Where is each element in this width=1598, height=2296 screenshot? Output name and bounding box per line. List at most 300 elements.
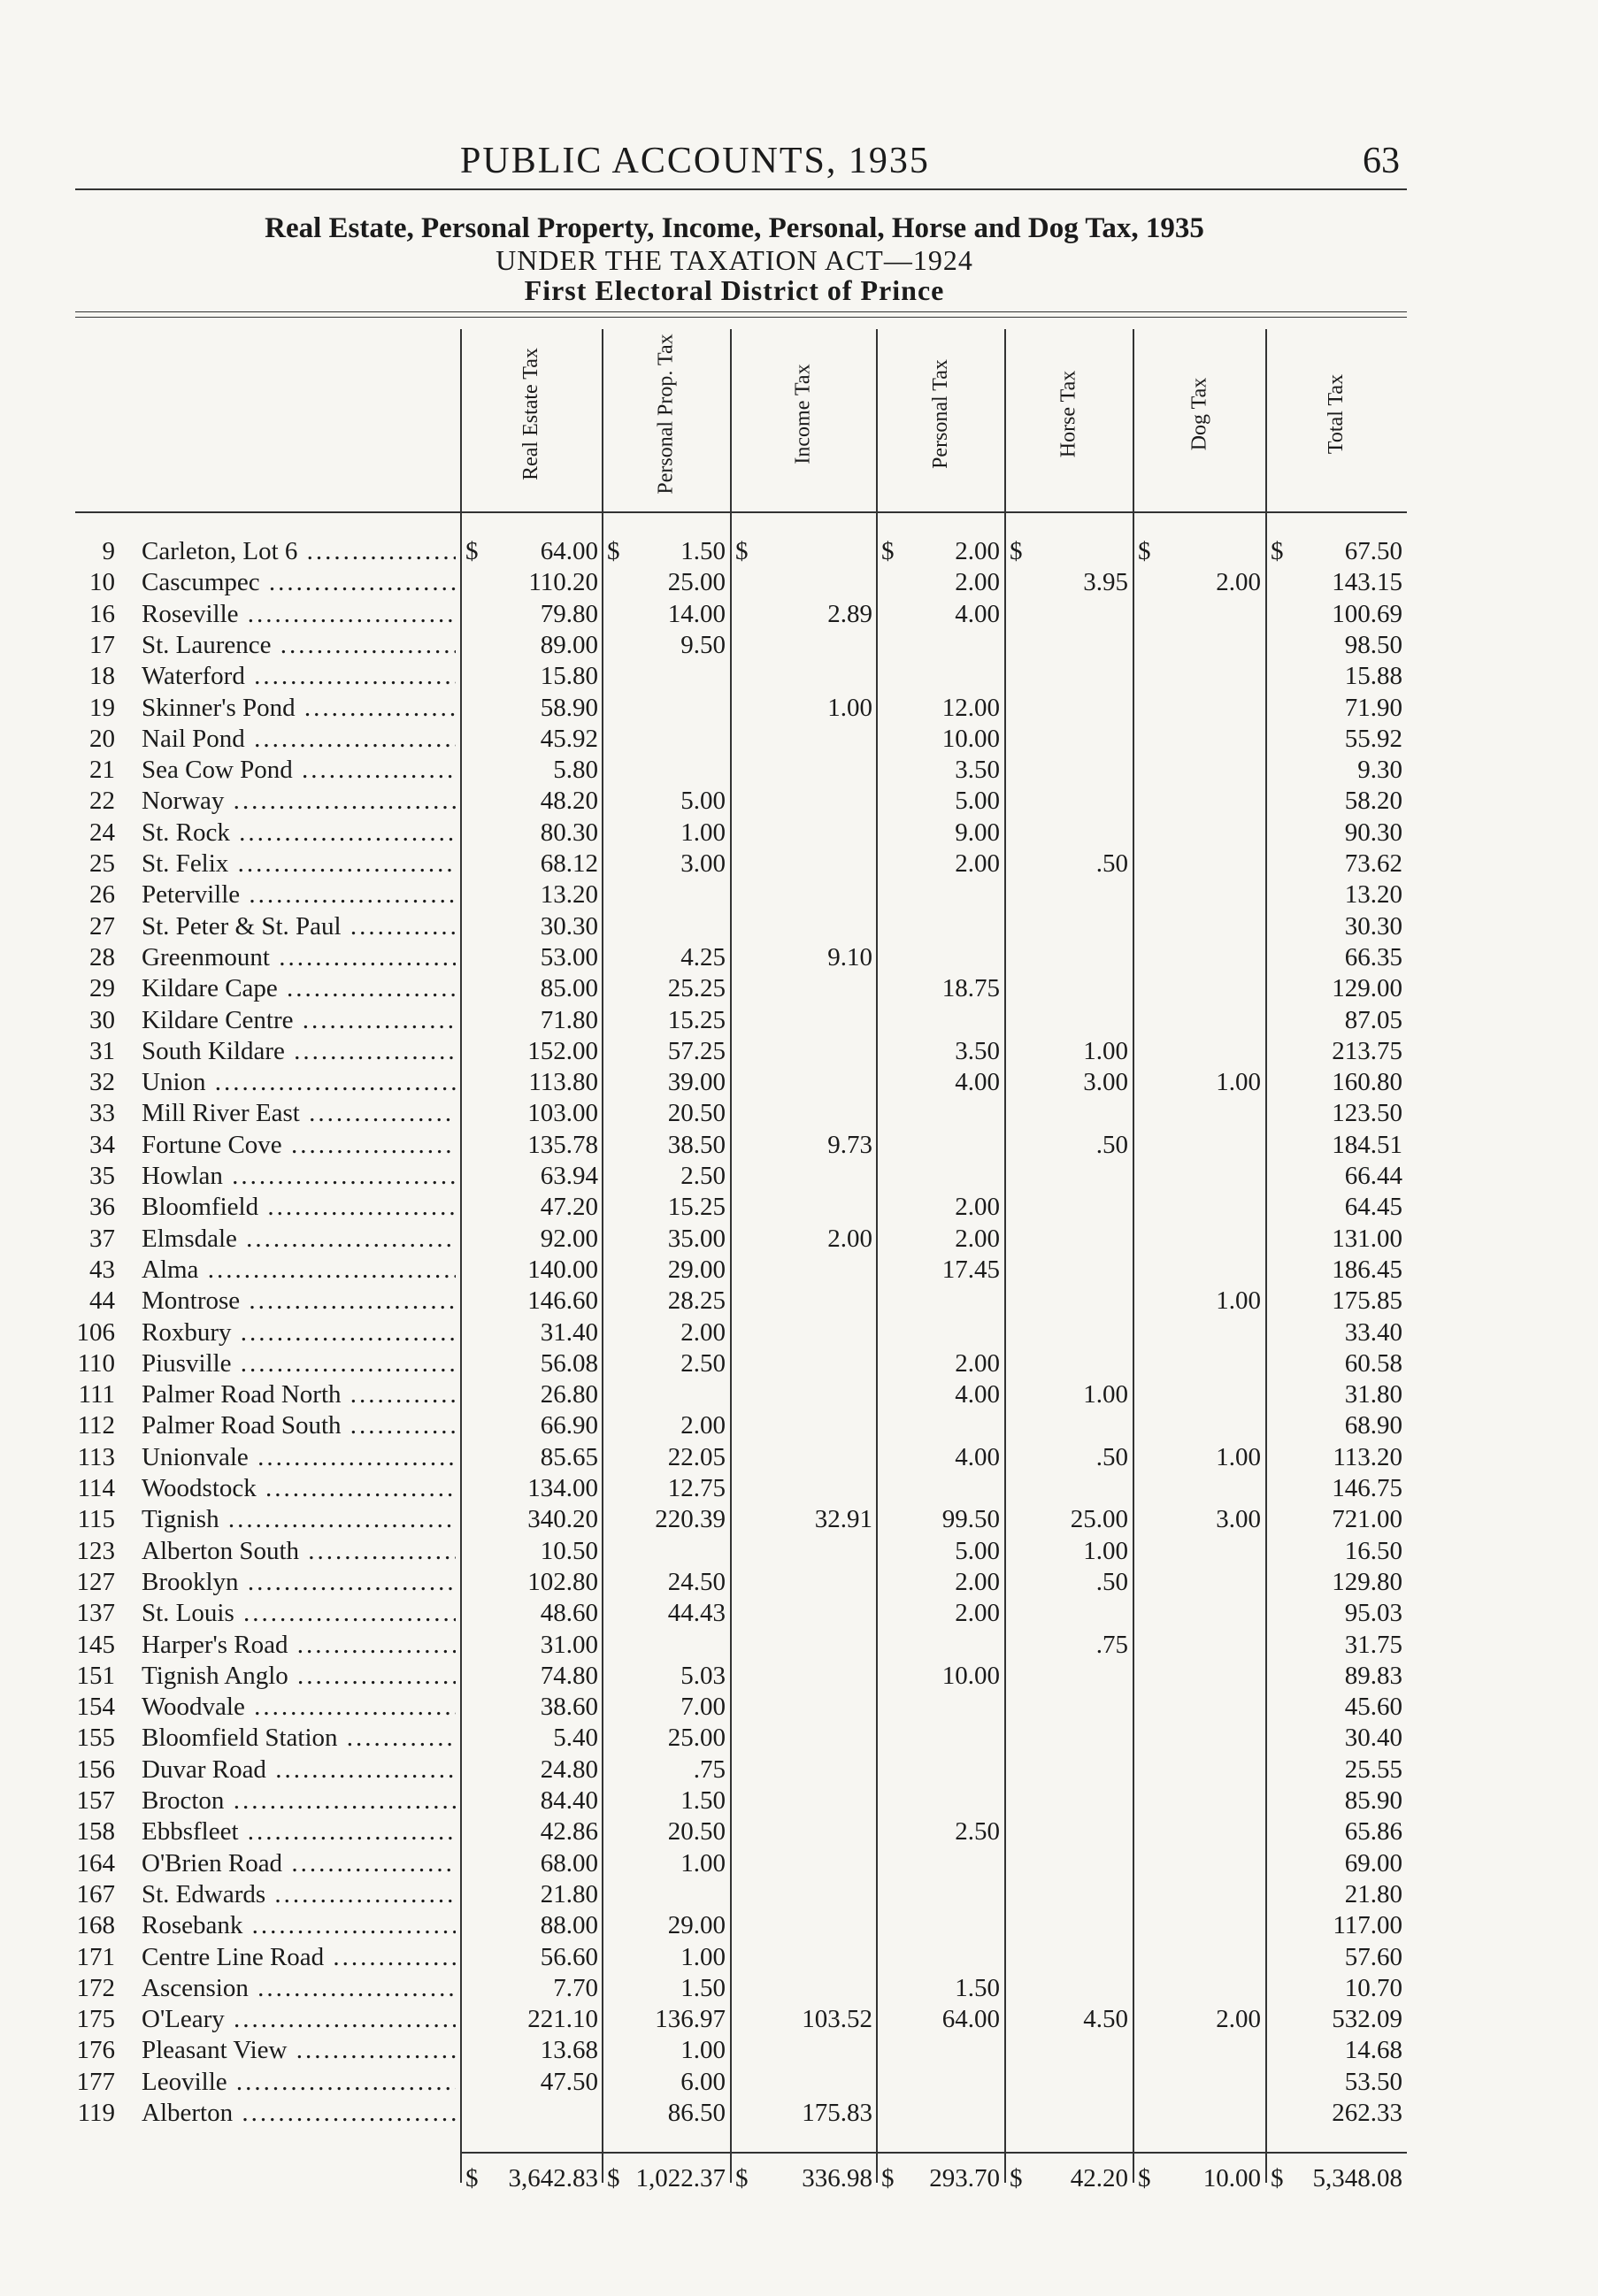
horse-tax-value: 1.00	[1083, 1380, 1128, 1409]
personal-tax-value: 12.00	[941, 693, 1000, 722]
locality-name: Kildare Centre .....	[142, 1006, 456, 1035]
personal-prop-tax-value: 25.00	[667, 568, 726, 597]
table-row	[0, 1474, 1598, 1505]
horse-tax-value: 1.00	[1083, 1036, 1128, 1065]
total-tax-value: 9.30	[1357, 756, 1402, 785]
total-tax-value: 31.75	[1344, 1630, 1402, 1659]
total-tax-value: 45.60	[1344, 1693, 1402, 1722]
locality-name: Waterford .....	[142, 662, 456, 691]
lot-number: 154	[76, 1693, 115, 1722]
real-estate-tax-value: 146.60	[527, 1286, 598, 1316]
locality-name: Ebbsfleet .....	[142, 1817, 456, 1847]
table-row	[0, 600, 1598, 631]
real-estate-tax-value: 63.94	[540, 1162, 598, 1190]
personal-tax-value: 64.00	[941, 2005, 1000, 2034]
table-row	[0, 1443, 1598, 1474]
total-tax-value: 143.15	[1332, 568, 1402, 597]
table-row	[0, 1974, 1598, 2005]
lot-number: 22	[89, 787, 115, 816]
real-estate-tax-value: 30.30	[540, 911, 598, 941]
personal-tax-value: 4.00	[955, 1442, 1000, 1471]
horse-tax-value: 4.50	[1083, 2005, 1128, 2034]
personal-tax-total: 293.70	[929, 2164, 1000, 2192]
lot-number: 176	[76, 2036, 115, 2065]
real-estate-tax-value: 80.30	[540, 818, 598, 847]
locality-name: Norway .....	[142, 787, 456, 816]
personal-tax-value: 3.50	[955, 756, 1000, 785]
lot-number: 164	[76, 1848, 115, 1877]
real-estate-tax-value: 89.00	[540, 630, 598, 659]
personal-tax-value: 3.50	[955, 1036, 1000, 1065]
locality-name: Rosebank .....	[142, 1911, 456, 1940]
personal-tax-value: 2.00	[955, 537, 1000, 565]
personal-prop-tax-value: 20.50	[667, 1099, 726, 1128]
horse-tax-value: .50	[1095, 1567, 1128, 1596]
locality-name: Mill River East .....	[142, 1099, 456, 1128]
locality-name: Montrose .....	[142, 1286, 456, 1316]
real-estate-tax-value: 64.00	[540, 537, 598, 565]
dog-tax-value: 2.00	[1216, 2005, 1261, 2034]
table-row	[0, 1599, 1598, 1630]
locality-name: Cascumpec .....	[142, 568, 456, 597]
locality-name: Elmsdale .....	[142, 1225, 456, 1254]
table-title: Real Estate, Personal Property, Income, Personal, Horse and Dog Tax, 1935	[265, 212, 1204, 244]
lot-number: 110	[77, 1348, 115, 1378]
locality-name: Roxbury .....	[142, 1318, 456, 1348]
locality-name: Centre Line Road .....	[142, 1943, 456, 1972]
table-row	[0, 756, 1598, 787]
total-tax-value: 25.55	[1344, 1755, 1402, 1784]
table-row	[0, 1037, 1598, 1068]
lot-number: 43	[89, 1255, 115, 1284]
income-tax-value: 9.73	[827, 1130, 872, 1159]
real-estate-tax-value: 221.10	[527, 2005, 598, 2034]
real-estate-tax-value: 58.90	[540, 693, 598, 722]
total-tax-value: 532.09	[1332, 2005, 1402, 2034]
personal-tax-value: 18.75	[941, 974, 1000, 1003]
lot-number: 111	[78, 1380, 115, 1409]
table-row	[0, 1349, 1598, 1380]
horse-tax-total: 42.20	[1070, 2164, 1128, 2192]
table-row	[0, 1505, 1598, 1536]
real-estate-tax-value: 85.65	[540, 1442, 598, 1471]
total-tax-value: 60.58	[1344, 1348, 1402, 1378]
lot-number: 27	[89, 911, 115, 941]
lot-number: 167	[76, 1879, 115, 1908]
header-bottom-rule	[75, 511, 1407, 513]
total-tax-value: 13.20	[1344, 880, 1402, 910]
horse-tax-value: .50	[1095, 849, 1128, 878]
personal-prop-tax-value: 57.25	[667, 1036, 726, 1065]
total-tax-value: 89.83	[1344, 1661, 1402, 1690]
currency-symbol: $	[465, 2164, 479, 2192]
table-row	[0, 1099, 1598, 1130]
lot-number: 18	[89, 662, 115, 691]
total-tax-total: 5,348.08	[1312, 2164, 1402, 2192]
personal-tax-value: 2.00	[955, 1348, 1000, 1378]
table-row	[0, 1880, 1598, 1911]
personal-prop-tax-value: 29.00	[667, 1255, 726, 1284]
total-tax-value: 117.00	[1333, 1911, 1402, 1940]
personal-prop-tax-value: 1.00	[680, 1848, 726, 1877]
lot-number: 31	[89, 1036, 115, 1065]
table-row	[0, 880, 1598, 911]
table-row	[0, 1568, 1598, 1599]
personal-prop-tax-value: 25.25	[667, 974, 726, 1003]
personal-prop-tax-value: 2.00	[680, 1411, 726, 1440]
currency-symbol: $	[735, 537, 749, 565]
personal-prop-tax-value: 6.00	[680, 2067, 726, 2096]
personal-prop-tax-value: 1.50	[680, 1973, 726, 2002]
real-estate-tax-value: 85.00	[540, 974, 598, 1003]
locality-name: Harper's Road .....	[142, 1631, 456, 1660]
table-row	[0, 943, 1598, 974]
locality-name: Palmer Road South .....	[142, 1411, 456, 1440]
table-top-rule-2	[75, 317, 1407, 318]
personal-prop-tax-value: 2.50	[680, 1348, 726, 1378]
table-row	[0, 1006, 1598, 1037]
income-tax-value: 103.52	[802, 2005, 872, 2034]
real-estate-tax-value: 134.00	[527, 1474, 598, 1502]
lot-number: 168	[76, 1911, 115, 1940]
total-tax-value: 66.35	[1344, 942, 1402, 971]
real-estate-tax-value: 152.00	[527, 1036, 598, 1065]
table-row	[0, 912, 1598, 943]
total-tax-label: Total Tax	[1325, 373, 1348, 454]
table-row	[0, 974, 1598, 1005]
locality-name: O'Brien Road .....	[142, 1849, 456, 1878]
currency-symbol: $	[1271, 2164, 1284, 2192]
real-estate-tax-total: 3,642.83	[508, 2164, 598, 2192]
total-tax-value: 15.88	[1344, 662, 1402, 691]
currency-symbol: $	[1010, 537, 1023, 565]
real-estate-tax-value: 340.20	[527, 1505, 598, 1534]
personal-tax-value: 10.00	[941, 1661, 1000, 1690]
table-row	[0, 849, 1598, 880]
horse-tax-value: .50	[1095, 1442, 1128, 1471]
table-row	[0, 694, 1598, 725]
table-row	[0, 1380, 1598, 1411]
total-tax-value: 53.50	[1344, 2067, 1402, 2096]
totals-rule	[460, 2152, 1407, 2154]
horse-tax-value: 1.00	[1083, 1536, 1128, 1565]
real-estate-tax-value: 48.60	[540, 1599, 598, 1628]
table-row	[0, 1286, 1598, 1317]
dog-tax-value: 2.00	[1216, 568, 1261, 597]
personal-prop-tax-value: 86.50	[667, 2099, 726, 2127]
real-estate-tax-value: 31.00	[540, 1630, 598, 1659]
total-tax-value: 21.80	[1344, 1879, 1402, 1908]
personal-tax-header	[876, 327, 1004, 500]
total-tax-value: 55.92	[1344, 724, 1402, 753]
total-tax-value: 71.90	[1344, 693, 1402, 722]
currency-symbol: $	[1138, 537, 1151, 565]
table-row	[0, 1631, 1598, 1662]
locality-name: Ascension .....	[142, 1974, 456, 2003]
real-estate-tax-value: 5.80	[553, 756, 598, 785]
lot-number: 26	[89, 880, 115, 910]
table-row	[0, 2036, 1598, 2067]
personal-tax-value: 2.00	[955, 568, 1000, 597]
lot-number: 112	[77, 1411, 115, 1440]
real-estate-tax-value: 10.50	[540, 1536, 598, 1565]
total-tax-value: 213.75	[1332, 1036, 1402, 1065]
real-estate-tax-value: 135.78	[527, 1130, 598, 1159]
locality-name: Tignish Anglo .....	[142, 1662, 456, 1691]
total-tax-value: 146.75	[1332, 1474, 1402, 1502]
locality-name: Woodstock .....	[142, 1474, 456, 1503]
total-tax-value: 66.44	[1344, 1162, 1402, 1190]
total-tax-value: 184.51	[1332, 1130, 1402, 1159]
lot-number: 127	[76, 1567, 115, 1596]
table-row	[0, 1162, 1598, 1193]
table-row	[0, 662, 1598, 693]
real-estate-tax-value: 84.40	[540, 1786, 598, 1815]
lot-number: 25	[89, 849, 115, 878]
total-tax-value: 64.45	[1344, 1193, 1402, 1222]
total-tax-value: 10.70	[1344, 1973, 1402, 2002]
lot-number: 30	[89, 1005, 115, 1034]
locality-name: Woodvale .....	[142, 1693, 456, 1722]
personal-tax-value: 9.00	[955, 818, 1000, 847]
real-estate-tax-value: 56.08	[540, 1348, 598, 1378]
real-estate-tax-value: 13.20	[540, 880, 598, 910]
table-row	[0, 1943, 1598, 1974]
table-top-rule	[75, 311, 1407, 312]
table-row	[0, 1537, 1598, 1568]
currency-symbol: $	[607, 537, 620, 565]
real-estate-tax-value: 103.00	[527, 1099, 598, 1128]
personal-prop-tax-value: 24.50	[667, 1567, 726, 1596]
real-estate-tax-value: 53.00	[540, 942, 598, 971]
table-row	[0, 1131, 1598, 1162]
table-row	[0, 1068, 1598, 1099]
lot-number: 36	[89, 1193, 115, 1222]
total-tax-value: 85.90	[1344, 1786, 1402, 1815]
real-estate-tax-value: 5.40	[553, 1724, 598, 1753]
currency-symbol: $	[1138, 2164, 1151, 2192]
personal-tax-value: 4.00	[955, 1380, 1000, 1409]
table-subtitle: UNDER THE TAXATION ACT—1924	[496, 244, 973, 276]
lot-number: 44	[89, 1286, 115, 1316]
lot-number: 106	[76, 1317, 115, 1347]
personal-prop-tax-value: 3.00	[680, 849, 726, 878]
locality-name: Union .....	[142, 1068, 456, 1097]
personal-prop-tax-value: 1.00	[680, 1942, 726, 1971]
personal-prop-tax-value: 20.50	[667, 1817, 726, 1847]
real-estate-tax-header	[460, 327, 602, 500]
total-tax-value: 69.00	[1344, 1848, 1402, 1877]
income-tax-value: 175.83	[802, 2099, 872, 2127]
total-tax-value: 30.40	[1344, 1724, 1402, 1753]
currency-symbol: $	[881, 537, 895, 565]
table-row	[0, 1318, 1598, 1349]
lot-number: 10	[89, 568, 115, 597]
total-tax-header	[1265, 327, 1407, 500]
table-row	[0, 2068, 1598, 2099]
lot-number: 19	[89, 693, 115, 722]
lot-number: 151	[76, 1661, 115, 1690]
dog-tax-value: 1.00	[1216, 1286, 1261, 1316]
locality-name: Greenmount .....	[142, 943, 456, 972]
table-row	[0, 787, 1598, 818]
personal-prop-tax-value: 5.00	[680, 787, 726, 816]
table-row	[0, 1662, 1598, 1693]
personal-prop-tax-value: 5.03	[680, 1661, 726, 1690]
currency-symbol: $	[465, 537, 479, 565]
real-estate-tax-value: 26.80	[540, 1380, 598, 1409]
real-estate-tax-value: 24.80	[540, 1755, 598, 1784]
lot-number: 113	[77, 1442, 115, 1471]
real-estate-tax-value: 74.80	[540, 1661, 598, 1690]
lot-number: 32	[89, 1068, 115, 1097]
personal-prop-tax-value: 1.50	[680, 1786, 726, 1815]
lot-number: 37	[89, 1224, 115, 1253]
table-row	[0, 1193, 1598, 1224]
personal-tax-value: 4.00	[955, 599, 1000, 628]
total-tax-value: 68.90	[1344, 1411, 1402, 1440]
personal-tax-value: 10.00	[941, 724, 1000, 753]
total-tax-value: 31.80	[1344, 1380, 1402, 1409]
total-tax-value: 131.00	[1332, 1224, 1402, 1253]
total-tax-value: 73.62	[1344, 849, 1402, 878]
total-tax-value: 129.80	[1332, 1567, 1402, 1596]
lot-number: 177	[76, 2067, 115, 2096]
locality-name: Kildare Cape .....	[142, 974, 456, 1003]
personal-tax-value: 4.00	[955, 1068, 1000, 1097]
income-tax-label: Income Tax	[791, 363, 815, 465]
horse-tax-header	[1004, 327, 1133, 500]
personal-tax-value: 2.00	[955, 1567, 1000, 1596]
locality-name: Bloomfield Station .....	[142, 1724, 456, 1753]
locality-name: South Kildare .....	[142, 1037, 456, 1066]
totals-values	[0, 2164, 1598, 2195]
locality-name: Pleasant View .....	[142, 2036, 456, 2065]
lot-number: 29	[89, 974, 115, 1003]
table-row	[0, 1411, 1598, 1442]
locality-name: Skinner's Pond .....	[142, 694, 456, 723]
lot-number: 171	[76, 1942, 115, 1971]
total-tax-value: 98.50	[1344, 630, 1402, 659]
locality-name: Carleton, Lot 6 .....	[142, 537, 456, 566]
table-row	[0, 1849, 1598, 1880]
personal-tax-value: 2.00	[955, 1193, 1000, 1222]
personal-prop-tax-value: 12.75	[667, 1474, 726, 1502]
income-tax-header	[730, 327, 876, 500]
personal-prop-tax-value: 44.43	[667, 1599, 726, 1628]
total-tax-value: 67.50	[1344, 537, 1402, 565]
lot-number: 24	[89, 818, 115, 847]
locality-name: St. Louis .....	[142, 1599, 456, 1628]
locality-name: Palmer Road North .....	[142, 1380, 456, 1409]
dog-tax-value: 1.00	[1216, 1442, 1261, 1471]
total-tax-value: 95.03	[1344, 1599, 1402, 1628]
personal-tax-value: 2.00	[955, 1599, 1000, 1628]
personal-prop-tax-value: 1.00	[680, 2036, 726, 2065]
total-tax-value: 262.33	[1332, 2099, 1402, 2127]
lot-number: 33	[89, 1099, 115, 1128]
personal-prop-tax-value: .75	[693, 1755, 726, 1784]
lot-number: 115	[77, 1505, 115, 1534]
real-estate-tax-value: 113.80	[528, 1068, 598, 1097]
total-tax-value: 113.20	[1333, 1442, 1402, 1471]
locality-name: O'Leary .....	[142, 2005, 456, 2034]
real-estate-tax-value: 13.68	[540, 2036, 598, 2065]
lot-number: 28	[89, 942, 115, 971]
locality-name: Roseville .....	[142, 600, 456, 629]
currency-symbol: $	[607, 2164, 620, 2192]
locality-name: St. Peter & St. Paul .....	[142, 912, 456, 941]
real-estate-tax-value: 102.80	[527, 1567, 598, 1596]
personal-prop-tax-total: 1,022.37	[635, 2164, 726, 2192]
table-row	[0, 2099, 1598, 2130]
real-estate-tax-value: 66.90	[540, 1411, 598, 1440]
real-estate-tax-value: 71.80	[540, 1005, 598, 1034]
personal-prop-tax-value: 28.25	[667, 1286, 726, 1316]
locality-name: St. Felix .....	[142, 849, 456, 879]
header-rule	[75, 188, 1407, 190]
income-tax-value: 32.91	[814, 1505, 872, 1534]
table-row	[0, 631, 1598, 662]
total-tax-value: 87.05	[1344, 1005, 1402, 1034]
total-tax-value: 186.45	[1332, 1255, 1402, 1284]
currency-symbol: $	[881, 2164, 895, 2192]
personal-tax-value: 2.00	[955, 1224, 1000, 1253]
personal-prop-tax-value: 136.97	[655, 2005, 726, 2034]
dog-tax-header	[1133, 327, 1265, 500]
locality-name: Tignish .....	[142, 1505, 456, 1534]
total-tax-value: 33.40	[1344, 1317, 1402, 1347]
table-row	[0, 1724, 1598, 1755]
currency-symbol: $	[735, 2164, 749, 2192]
real-estate-tax-value: 38.60	[540, 1693, 598, 1722]
horse-tax-value: 3.95	[1083, 568, 1128, 597]
real-estate-tax-value: 42.86	[540, 1817, 598, 1847]
personal-prop-tax-value: 14.00	[667, 599, 726, 628]
personal-prop-tax-value: 15.25	[667, 1005, 726, 1034]
locality-name: Bloomfield .....	[142, 1193, 456, 1222]
total-tax-value: 65.86	[1344, 1817, 1402, 1847]
locality-name: Sea Cow Pond .....	[142, 756, 456, 785]
real-estate-tax-value: 47.50	[540, 2067, 598, 2096]
horse-tax-value: 25.00	[1070, 1505, 1128, 1534]
table-row	[0, 1911, 1598, 1942]
income-tax-value: 9.10	[827, 942, 872, 971]
personal-prop-tax-value: 25.00	[667, 1724, 726, 1753]
income-tax-value: 2.89	[827, 599, 872, 628]
personal-prop-tax-value: 39.00	[667, 1068, 726, 1097]
lot-number: 17	[89, 630, 115, 659]
total-tax-value: 30.30	[1344, 911, 1402, 941]
table-row	[0, 1755, 1598, 1786]
table-row	[0, 1256, 1598, 1286]
lot-number: 34	[89, 1130, 115, 1159]
locality-name: Nail Pond .....	[142, 725, 456, 754]
table-row	[0, 1786, 1598, 1817]
personal-prop-tax-value: 7.00	[680, 1693, 726, 1722]
personal-prop-tax-value: 220.39	[655, 1505, 726, 1534]
locality-name: Brooklyn .....	[142, 1568, 456, 1597]
table-row	[0, 537, 1598, 568]
dog-tax-value: 1.00	[1216, 1068, 1261, 1097]
lot-number: 20	[89, 724, 115, 753]
locality-name: Brocton .....	[142, 1786, 456, 1816]
total-tax-value: 58.20	[1344, 787, 1402, 816]
personal-tax-value: 2.00	[955, 849, 1000, 878]
locality-name: Duvar Road .....	[142, 1755, 456, 1785]
locality-name: Alma .....	[142, 1256, 456, 1285]
personal-prop-tax-value: 15.25	[667, 1193, 726, 1222]
